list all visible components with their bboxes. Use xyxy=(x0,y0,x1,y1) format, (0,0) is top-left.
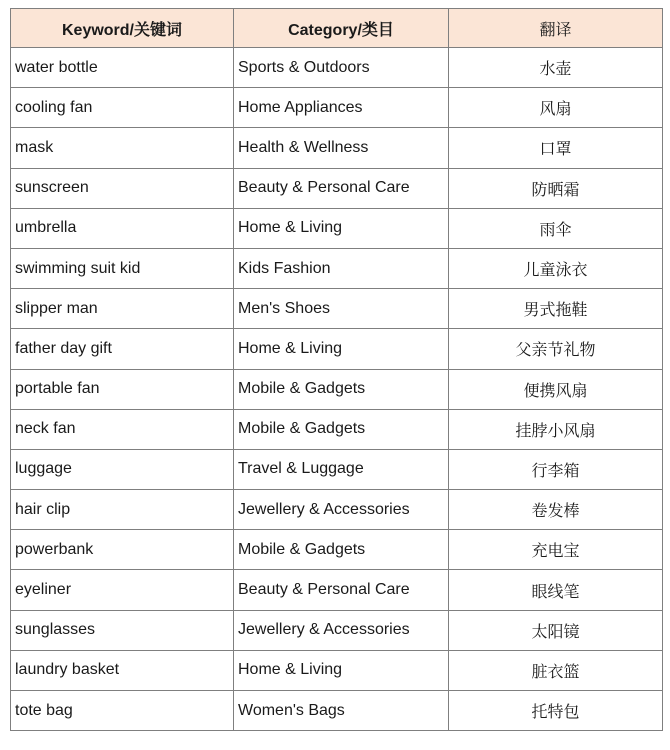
translation-cell: 充电宝 xyxy=(449,530,663,570)
keyword-cell: tote bag xyxy=(11,691,234,731)
table-row xyxy=(11,570,663,610)
table-row xyxy=(11,610,663,650)
translation-cell: 风扇 xyxy=(449,88,663,128)
translation-cell: 水壶 xyxy=(449,48,663,88)
table-row xyxy=(11,289,663,329)
category-cell: Beauty & Personal Care xyxy=(234,168,449,208)
category-cell: Home & Living xyxy=(234,208,449,248)
table-row xyxy=(11,369,663,409)
table-body xyxy=(11,48,663,731)
table-row xyxy=(11,409,663,449)
keyword-cell: father day gift xyxy=(11,329,234,369)
keyword-table xyxy=(10,8,663,731)
category-cell: Health & Wellness xyxy=(234,128,449,168)
category-cell: Beauty & Personal Care xyxy=(234,570,449,610)
category-cell: Men's Shoes xyxy=(234,289,449,329)
keyword-cell: mask xyxy=(11,128,234,168)
category-cell: Mobile & Gadgets xyxy=(234,369,449,409)
category-cell: Travel & Luggage xyxy=(234,449,449,489)
category-cell: Sports & Outdoors xyxy=(234,48,449,88)
category-cell: Home & Living xyxy=(234,329,449,369)
translation-cell: 脏衣篮 xyxy=(449,650,663,690)
translation-cell: 雨伞 xyxy=(449,208,663,248)
table-row xyxy=(11,168,663,208)
keyword-cell: swimming suit kid xyxy=(11,248,234,288)
translation-cell: 防晒霜 xyxy=(449,168,663,208)
table-row xyxy=(11,490,663,530)
keyword-cell: sunglasses xyxy=(11,610,234,650)
table-row xyxy=(11,449,663,489)
keyword-cell: eyeliner xyxy=(11,570,234,610)
translation-cell: 眼线笔 xyxy=(449,570,663,610)
table-row xyxy=(11,650,663,690)
category-cell: Mobile & Gadgets xyxy=(234,530,449,570)
translation-cell: 父亲节礼物 xyxy=(449,329,663,369)
table-header-row xyxy=(11,9,663,48)
category-cell: Jewellery & Accessories xyxy=(234,610,449,650)
keyword-cell: umbrella xyxy=(11,208,234,248)
translation-cell: 挂脖小风扇 xyxy=(449,409,663,449)
table-row xyxy=(11,128,663,168)
table-row xyxy=(11,329,663,369)
translation-cell: 托特包 xyxy=(449,691,663,731)
category-cell: Home & Living xyxy=(234,650,449,690)
keyword-cell: portable fan xyxy=(11,369,234,409)
table-row xyxy=(11,248,663,288)
keyword-cell: cooling fan xyxy=(11,88,234,128)
translation-cell: 行李箱 xyxy=(449,449,663,489)
header-translation: 翻译 xyxy=(449,9,663,48)
translation-cell: 卷发棒 xyxy=(449,490,663,530)
keyword-cell: sunscreen xyxy=(11,168,234,208)
keyword-cell: hair clip xyxy=(11,490,234,530)
keyword-cell: powerbank xyxy=(11,530,234,570)
table-row xyxy=(11,48,663,88)
keyword-cell: neck fan xyxy=(11,409,234,449)
table-row xyxy=(11,88,663,128)
table-row xyxy=(11,208,663,248)
translation-cell: 男式拖鞋 xyxy=(449,289,663,329)
category-cell: Home Appliances xyxy=(234,88,449,128)
translation-cell: 太阳镜 xyxy=(449,610,663,650)
category-cell: Kids Fashion xyxy=(234,248,449,288)
header-category: Category/类目 xyxy=(234,9,449,48)
keyword-cell: laundry basket xyxy=(11,650,234,690)
table-row xyxy=(11,691,663,731)
translation-cell: 便携风扇 xyxy=(449,369,663,409)
translation-cell: 儿童泳衣 xyxy=(449,248,663,288)
category-cell: Mobile & Gadgets xyxy=(234,409,449,449)
category-cell: Jewellery & Accessories xyxy=(234,490,449,530)
keyword-cell: water bottle xyxy=(11,48,234,88)
keyword-cell: slipper man xyxy=(11,289,234,329)
table-row xyxy=(11,530,663,570)
header-keyword: Keyword/关键词 xyxy=(11,9,234,48)
keyword-cell: luggage xyxy=(11,449,234,489)
category-cell: Women's Bags xyxy=(234,691,449,731)
translation-cell: 口罩 xyxy=(449,128,663,168)
